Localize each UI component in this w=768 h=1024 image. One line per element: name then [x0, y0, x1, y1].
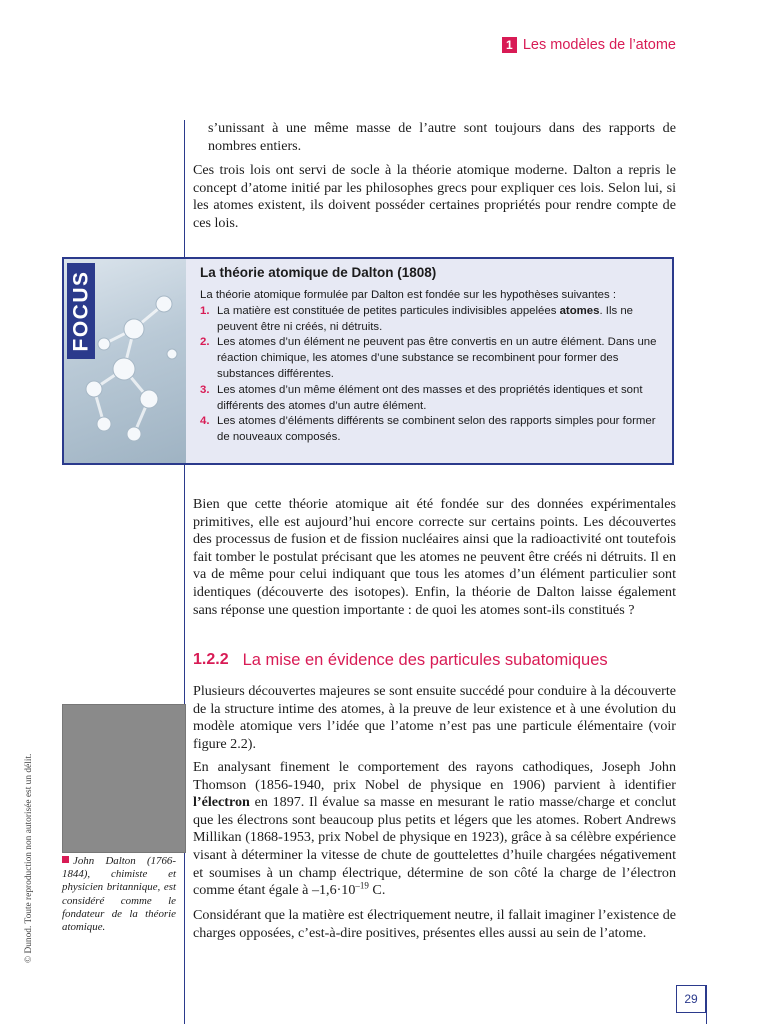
- focus-item-text: La matière est constituée de petites particules indivisibles appelées: [217, 304, 560, 317]
- focus-item-text: Les atomes d’éléments différents se combinent selon des rapports simples pour former de nouveaux composés.: [217, 415, 656, 444]
- molecule-illustration: [64, 259, 186, 463]
- page-number: 29: [676, 985, 706, 1013]
- focus-item-text: Les atomes d’un élément ne peuvent pas être convertis en un autre élément. Dans une réaction chimique, les atomes d’une substance se recombinent pour former des substances différentes.: [217, 336, 657, 380]
- focus-item: [200, 335, 668, 382]
- paragraph-discoveries: Plusieurs découvertes majeures se sont ensuite succédé pour conduire à la découverte de la structure intime des atomes, à la preuve de leur existence et à une évolution du modèle atomique vers l’idée que l’atome n’est pas une particule élémentaire (voir figure 2.2).: [193, 683, 676, 752]
- chapter-number: 1: [502, 37, 517, 53]
- exponent: –19: [355, 880, 369, 891]
- paragraph-theory-limits: Bien que cette théorie atomique ait été fondée sur des données expérimentales primitives, elle est aujourd’hui encore correcte sur certains points. Les découvertes des processus de fusion et de fission nucléaires ainsi que la radioactivité ont toutefois fait tomber le postulat précisant que les atomes ne peuvent être créés ni détruits. Il en va de même pour celui indiquant que tous les atomes d’un élément particulier sont identiques (découverte des isotopes). Enfin, la théorie de Dalton laisse également sans réponse une question importante : de quoi les atomes sont-ils constitués ?: [193, 496, 676, 618]
- chapter-title: Les modèles de l’atome: [522, 37, 676, 53]
- focus-list: [200, 304, 668, 446]
- focus-label: FOCUS: [67, 263, 95, 359]
- caption-marker-icon: [62, 856, 69, 863]
- dalton-portrait: [62, 704, 186, 853]
- focus-item-number: 4.: [200, 415, 210, 428]
- electron-term: l’électron: [193, 794, 250, 811]
- running-header: [502, 37, 676, 53]
- section-number: 1.2.2: [193, 651, 229, 668]
- focus-item: [200, 414, 668, 446]
- paragraph-dalton-intro: Ces trois lois ont servi de socle à la théorie atomique moderne. Dalton a repris le concept d’atome initié par les philosophes grecs pour expliquer ces lois. Selon lui, si les atomes existent, ils doivent posséder certaines propriétés pour rendre compte de ces lois.: [193, 162, 676, 231]
- focus-box: [62, 257, 674, 465]
- paragraph-thomson-millikan: [193, 759, 676, 900]
- paragraph-positive-charges: Considérant que la matière est électriquement neutre, il fallait imaginer l’existence de charges opposées, c’est-à-dire positives, présentes elles aussi au sein de l’atome.: [193, 907, 676, 941]
- text-run: en 1897. Il évalue sa masse en mesurant le ratio masse/charge et conclut que les électrons sont beaucoup plus petits et légers que les atomes. Robert Andrews Millikan (1868-1953, prix Nobel de physique en 1923), grâce à sa célèbre expérience visant à déterminer la vitesse de chute de gouttelettes d’huile chargées négativement et soumises à un champ électrique, détermine de son côté la charge de l’électron comme étant égale à –1,6·10: [193, 794, 676, 899]
- section-title: La mise en évidence des particules subatomiques: [242, 651, 608, 669]
- focus-item-bold: atomes: [559, 304, 600, 317]
- text-run: En analysant finement le comportement des rayons cathodiques, Joseph John Thomson (1856-1940, prix Nobel de physique en 1906) parvient à identifier: [193, 759, 676, 793]
- focus-item-text: Les atomes d’un même élément ont des masses et des propriétés identiques et sont différents des atomes d’un autre élément.: [217, 383, 643, 412]
- focus-item-number: 2.: [200, 336, 210, 349]
- focus-item: [200, 383, 668, 415]
- margin-rule: [184, 120, 185, 1024]
- portrait-caption: [62, 855, 176, 934]
- paragraph-law-end: s’unissant à une même masse de l’autre sont toujours dans des rapports de nombres entiers.: [208, 120, 676, 154]
- focus-intro: La théorie atomique formulée par Dalton est fondée sur les hypothèses suivantes :: [200, 289, 617, 301]
- focus-item: [200, 304, 668, 336]
- focus-item-text: . Ils ne peuvent être ni créés, ni détruits.: [217, 304, 634, 333]
- focus-item-number: 3.: [200, 383, 210, 396]
- section-heading: [193, 651, 676, 670]
- focus-item-number: 1.: [200, 304, 210, 317]
- focus-title: La théorie atomique de Dalton (1808): [200, 265, 437, 280]
- caption-text: John Dalton (1766-1844), chimiste et physicien britannique, est considéré comme le fondateur de la théorie atomique.: [62, 855, 176, 934]
- text-run: C.: [368, 882, 386, 899]
- corner-rule: [706, 985, 707, 1024]
- focus-content: [200, 265, 668, 446]
- copyright-notice: © Dunod. Toute reproduction non autorisée est un délit.: [24, 753, 34, 963]
